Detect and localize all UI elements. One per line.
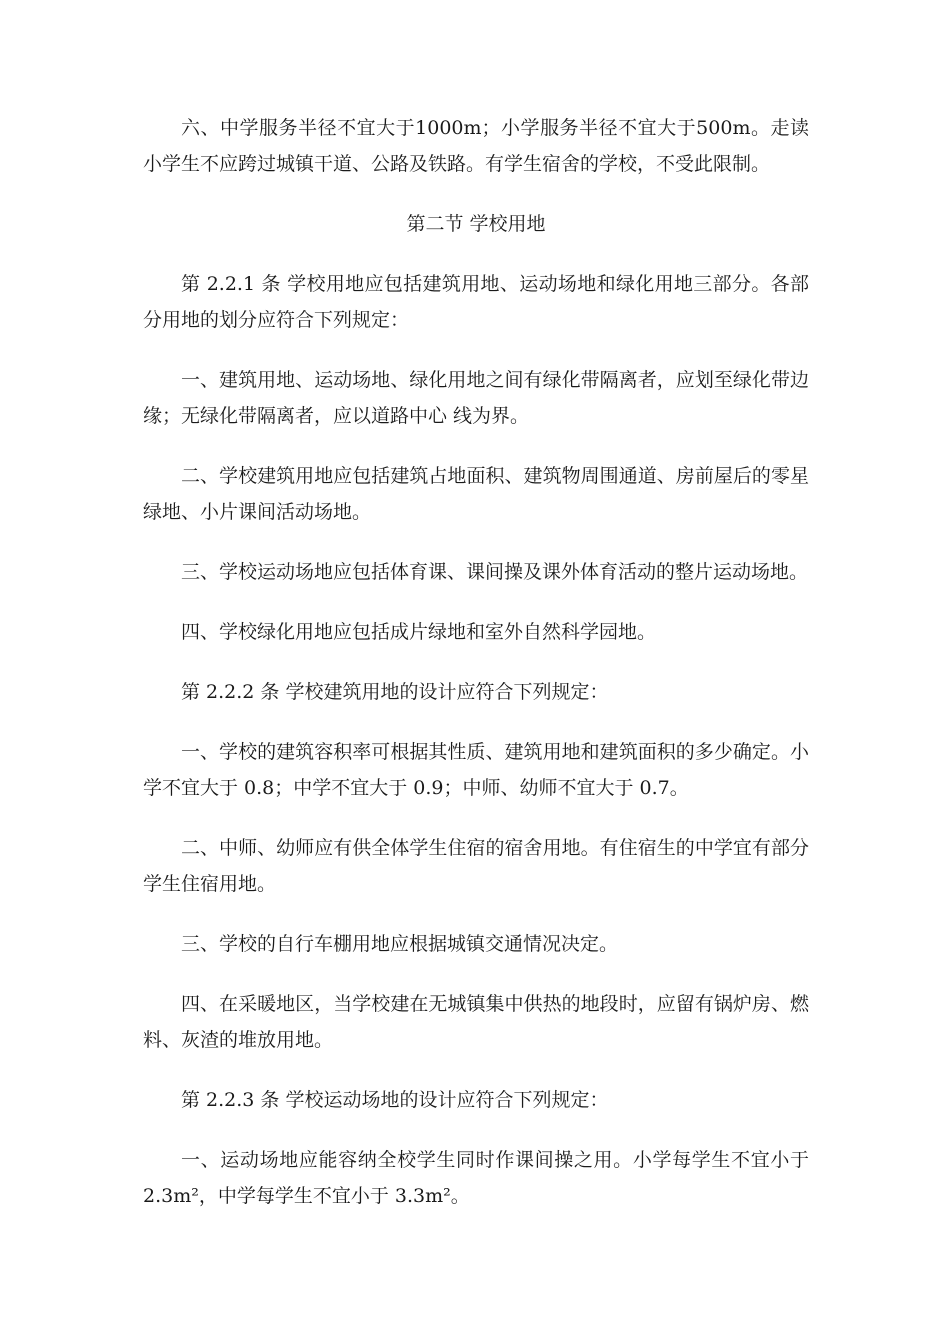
clause-2-2-2-item-4: 四、在采暖地区，当学校建在无城镇集中供热的地段时，应留有锅炉房、燃料、灰渣的堆放用地。: [143, 993, 809, 1051]
clause-2-2-3-item-1: 一、运动场地应能容纳全校学生同时作课间操之用。小学每学生不宜小于 2.3m²，中学每学生不宜小于 3.3m²。: [143, 1149, 809, 1207]
section-heading: 第二节 学校用地: [406, 213, 546, 235]
clause-2-2-2-item-2: 二、中师、幼师应有供全体学生住宿的宿舍用地。有住宿生的中学宜有部分学生住宿用地。: [143, 837, 809, 895]
clause-2-2-1-item-2: 二、学校建筑用地应包括建筑占地面积、建筑物周围通道、房前屋后的零星绿地、小片课间活动场地。: [143, 465, 809, 523]
clause-2-2-2-item-1: 一、学校的建筑容积率可根据其性质、建筑用地和建筑面积的多少确定。小学不宜大于 0.8；中学不宜大于 0.9；中师、幼师不宜大于 0.7。: [143, 741, 809, 799]
document-body: [143, 110, 809, 1238]
paragraph-school-service-radius: 六、中学服务半径不宜大于1000m；小学服务半径不宜大于500m。走读小学生不应跨过城镇干道、公路及铁路。有学生宿舍的学校，不受此限制。: [143, 117, 809, 175]
clause-2-2-3: 第 2.2.3 条 学校运动场地的设计应符合下列规定：: [181, 1089, 609, 1111]
clause-2-2-1-item-1: 一、建筑用地、运动场地、绿化用地之间有绿化带隔离者，应划至绿化带边缘；无绿化带隔离者，应以道路中心 线为界。: [143, 369, 809, 427]
clause-2-2-2-item-3: 三、学校的自行车棚用地应根据城镇交通情况决定。: [181, 933, 619, 955]
clause-2-2-1-item-4: 四、学校绿化用地应包括成片绿地和室外自然科学园地。: [181, 621, 657, 643]
clause-2-2-1: 第 2.2.1 条 学校用地应包括建筑用地、运动场地和绿化用地三部分。各部分用地的划分应符合下列规定：: [143, 273, 809, 331]
clause-2-2-1-item-3: 三、学校运动场地应包括体育课、课间操及课外体育活动的整片运动场地。: [181, 561, 809, 583]
clause-2-2-2: 第 2.2.2 条 学校建筑用地的设计应符合下列规定：: [181, 681, 609, 703]
